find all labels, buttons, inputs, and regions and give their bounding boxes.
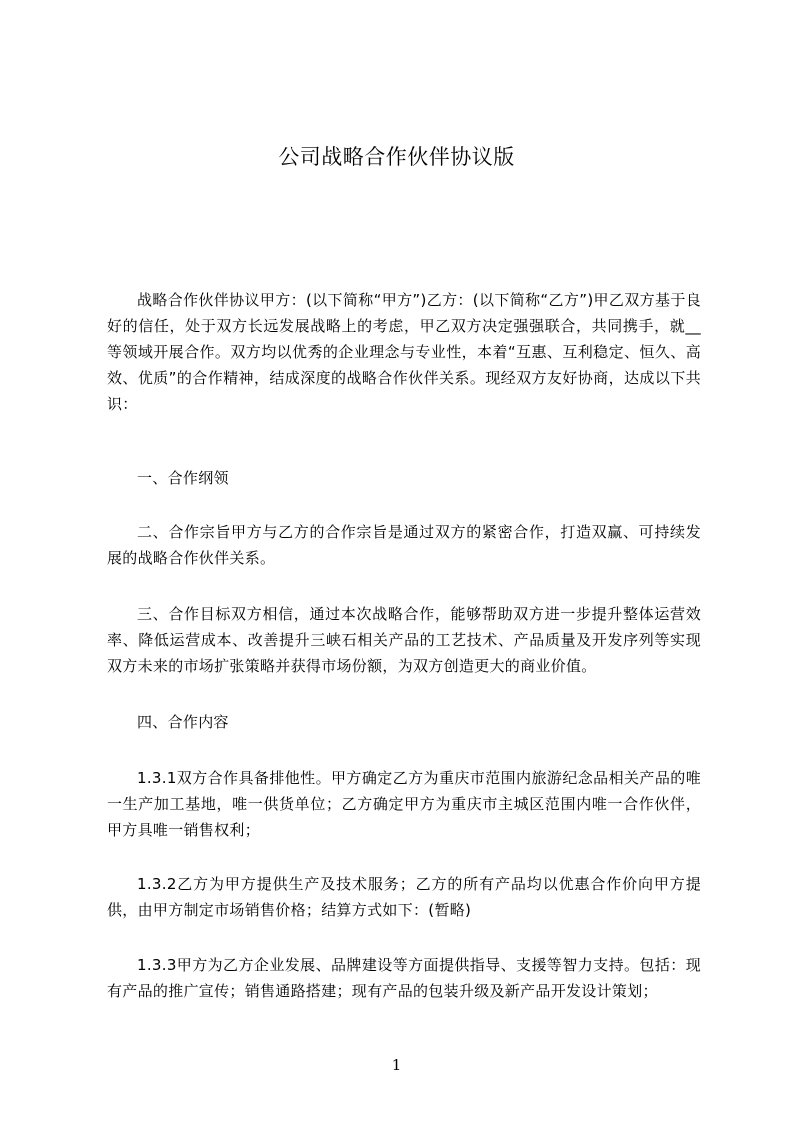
paragraph-intro: 战略合作伙伴协议甲方：(以下简称“甲方”)乙方：(以下简称“乙方”)甲乙双方基于良好的信任，处于双方长远发展战略上的考虑，甲乙双方决定强强联合，共同携手，就__等领域开展合作。双方均以优秀的企业理念与专业性，本着“互惠、互利稳定、恒久、高效、优质”的合作精神，结成深度的战略合作伙伴关系。现经双方友好协商，达成以下共识： — [107, 291, 701, 413]
clause-1-3-1: 1.3.1双方合作具备排他性。甲方确定乙方为重庆市范围内旅游纪念品相关产品的唯一生产加工基地，唯一供货单位；乙方确定甲方为重庆市主城区范围内唯一合作伙伴，甲方具唯一销售权利； — [107, 769, 701, 839]
paragraph-cooperation-goal: 三、合作目标双方相信，通过本次战略合作，能够帮助双方进一步提升整体运营效率、降低运营成本、改善提升三峡石相关产品的工艺技术、产品质量及开发序列等实现双方未来的市场扩张策略并获得市场份额，为双方创造更大的商业价值。 — [107, 605, 701, 675]
document-title: 公司战略合作伙伴协议版 — [278, 145, 515, 169]
paragraph-cooperation-purpose: 二、合作宗旨甲方与乙方的合作宗旨是通过双方的紧密合作，打造双赢、可持续发展的战略合作伙伴关系。 — [107, 523, 701, 567]
clause-1-3-2: 1.3.2乙方为甲方提供生产及技术服务；乙方的所有产品均以优惠合作价向甲方提供，由甲方制定市场销售价格；结算方式如下：(暂略) — [107, 875, 701, 919]
section-heading-cooperation-content: 四、合作内容 — [137, 713, 229, 731]
document-body — [107, 287, 701, 1004]
page-number: 1 — [391, 1056, 402, 1074]
section-heading-cooperation-guideline: 一、合作纲领 — [137, 469, 229, 487]
clause-1-3-3: 1.3.3甲方为乙方企业发展、品牌建设等方面提供指导、支援等智力支持。包括：现有产品的推广宣传；销售通路搭建；现有产品的包装升级及新产品开发设计策划； — [107, 956, 701, 1000]
